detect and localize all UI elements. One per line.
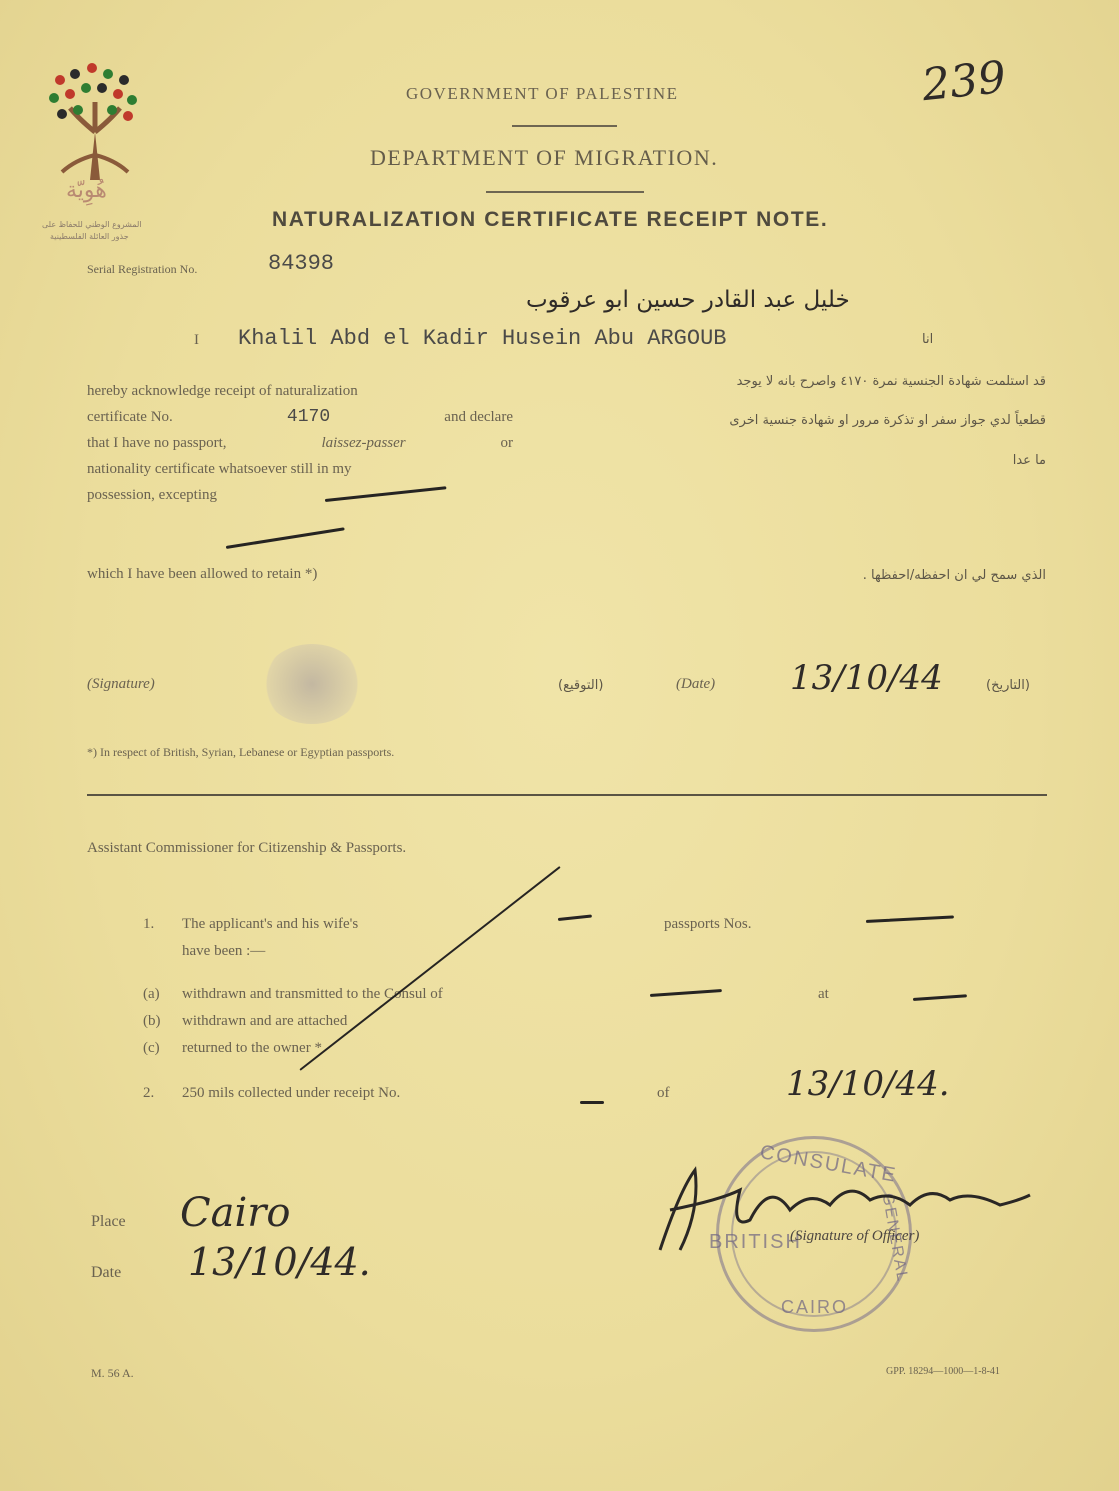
- stamp-bottom-text: CAIRO: [781, 1297, 849, 1317]
- signature-date-value: 13/10/44: [790, 658, 943, 698]
- page-number-annotation: 239: [919, 51, 1009, 112]
- header-divider-1: [512, 125, 617, 127]
- item2-text: 250 mils collected under receipt No.: [182, 1085, 401, 1101]
- arabic-retain-statement: الذي سمح لي ان احفظه/احفظها .: [862, 568, 1046, 583]
- item1-number: 1.: [143, 916, 155, 932]
- pen-stroke: [913, 994, 967, 1001]
- place-label: Place: [91, 1213, 126, 1230]
- pen-stroke: [580, 1101, 604, 1104]
- passport-footnote: *) In respect of British, Syrian, Lebanese or Egyptian passports.: [87, 745, 395, 759]
- serial-number: 84398: [268, 251, 335, 276]
- date-field-label: Date: [91, 1264, 122, 1281]
- item1-have-been: have been :—: [182, 943, 266, 959]
- declaration-line3a: that I have no passport,: [87, 435, 227, 451]
- stamp-middle-text: BRITISH: [709, 1231, 802, 1253]
- pen-stroke: [866, 915, 954, 923]
- department-heading: DEPARTMENT OF MIGRATION.: [370, 145, 719, 170]
- item-a-at: at: [818, 986, 829, 1002]
- declaration-line5: possession, excepting: [87, 487, 217, 503]
- pen-stroke: [226, 527, 345, 549]
- retain-statement: which I have been allowed to retain *): [87, 566, 318, 582]
- applicant-name: Khalil Abd el Kadir Husein Abu ARGOUB: [238, 326, 727, 351]
- arabic-declaration-line1: قد استلمت شهادة الجنسية نمرة ٤١٧٠ واصرح بانه لا يوجد: [736, 374, 1046, 389]
- arabic-declaration-line3: ما عدا: [1012, 453, 1046, 468]
- declaration-line3c: or: [500, 435, 513, 451]
- item-a-text: withdrawn and transmitted to the Consul of: [182, 986, 443, 1002]
- government-heading: GOVERNMENT OF PALESTINE: [406, 84, 679, 103]
- header-divider-2: [486, 191, 644, 193]
- place-value: Cairo: [180, 1190, 291, 1236]
- cross-out-stroke: [299, 866, 560, 1071]
- declaration-line2a: certificate No.: [87, 409, 173, 425]
- arabic-date-label: (التاريخ): [986, 678, 1030, 693]
- section-divider: [87, 794, 1047, 796]
- arabic-signature-label: (التوقيع): [558, 678, 604, 693]
- item2-of: of: [657, 1085, 670, 1101]
- applicant-seal-stamp: [262, 644, 362, 724]
- pen-stroke: [650, 989, 722, 997]
- certificate-number: 4170: [286, 407, 331, 427]
- logo-line2: جذور العائلة الفلسطينية: [50, 232, 129, 241]
- arabic-name-prefix: انا: [922, 332, 934, 347]
- document-title: NATURALIZATION CERTIFICATE RECEIPT NOTE.: [272, 208, 829, 231]
- item-c-label: (c): [143, 1040, 160, 1056]
- declaration-paragraph: [87, 378, 513, 508]
- item1-passports-label: passports Nos.: [664, 916, 752, 932]
- declaration-line3b: laissez-passer: [321, 435, 406, 451]
- date-field-value: 13/10/44.: [188, 1240, 371, 1284]
- date-label: (Date): [676, 676, 716, 692]
- hawiya-logo: [40, 60, 150, 250]
- logo-line1: المشروع الوطني للحفاظ على: [42, 220, 142, 229]
- item-a-label: (a): [143, 986, 160, 1002]
- form-number: M. 56 A.: [91, 1366, 134, 1380]
- item1-text: The applicant's and his wife's: [182, 916, 359, 932]
- commissioner-heading: Assistant Commissioner for Citizenship & Passports.: [87, 840, 407, 856]
- stamp-right-text: GENERAL: [878, 1191, 911, 1284]
- item-c-text: returned to the owner *: [182, 1040, 322, 1056]
- family-tree-icon: [40, 60, 150, 180]
- signature-label: (Signature): [87, 676, 155, 692]
- arabic-name: خليل عبد القادر حسين ابو عرقوب: [526, 287, 850, 313]
- declaration-line2b: and declare: [444, 409, 513, 425]
- officer-signature-label: (Signature of Officer): [790, 1228, 920, 1244]
- name-prefix: I: [194, 332, 199, 348]
- item2-date: 13/10/44.: [786, 1064, 950, 1104]
- declaration-line1: hereby acknowledge receipt of naturalization: [87, 383, 358, 399]
- logo-name: هُوِيّة: [66, 178, 107, 203]
- declaration-line4: nationality certificate whatsoever still in my: [87, 461, 352, 477]
- item2-number: 2.: [143, 1085, 155, 1101]
- stamp-top-text: CONSULATE: [758, 1141, 899, 1187]
- arabic-declaration-line2: قطعياً لدي جواز سفر او تذكرة مرور او شهادة جنسية اخرى: [729, 413, 1046, 428]
- printer-code: GPP. 18294—1000—1-8-41: [886, 1366, 1000, 1377]
- item-b-text: withdrawn and are attached: [182, 1013, 348, 1029]
- pen-stroke: [558, 914, 592, 921]
- serial-label: Serial Registration No.: [87, 262, 198, 276]
- item-b-label: (b): [143, 1013, 161, 1029]
